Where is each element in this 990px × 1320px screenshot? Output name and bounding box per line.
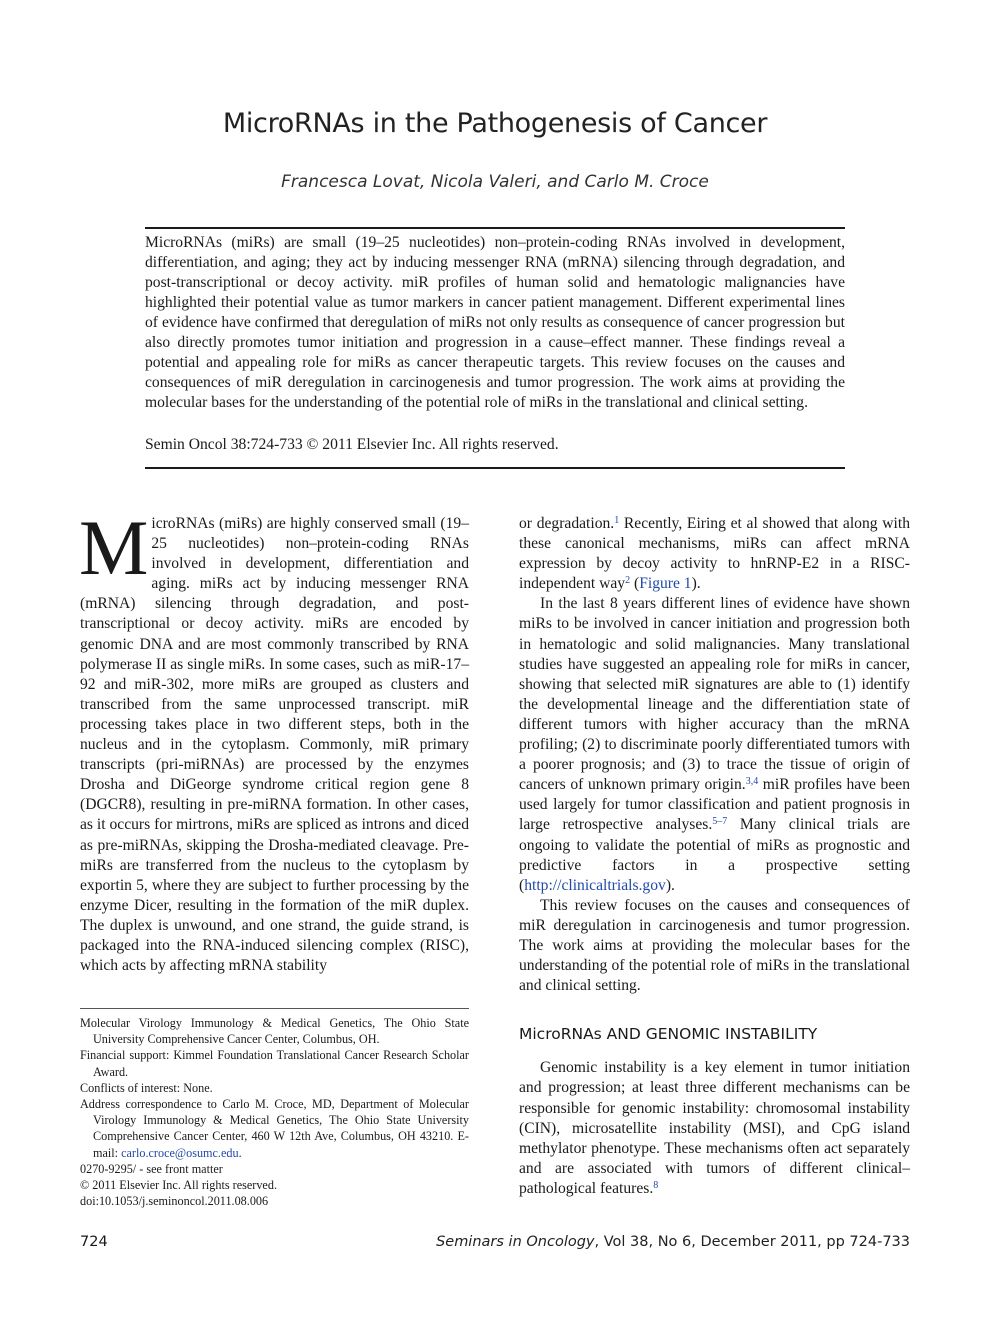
footnote-divider: [80, 1008, 469, 1009]
paragraph-2-text-d: ).: [665, 876, 675, 894]
journal-details: , Vol 38, No 6, December 2011, pp 724-733: [594, 1234, 910, 1250]
reference-2-link[interactable]: 2: [625, 575, 631, 587]
clinicaltrials-link[interactable]: http://clinicaltrials.gov: [524, 876, 666, 894]
body-paragraph-4: [519, 1058, 910, 1199]
body-paragraph-1: [79, 504, 469, 976]
body-paragraph-1-continued: [519, 514, 910, 594]
footnote-issn: 0270-9295/ - see front matter: [80, 1161, 223, 1176]
footnote-conflicts: Conflicts of interest: None.: [80, 1080, 213, 1095]
body-paragraph-2: [519, 594, 910, 895]
footnote-address: [80, 1096, 469, 1161]
journal-citation: [436, 1234, 910, 1250]
paragraph-1-cont-text-b: Recently, Eiring et al showed that along with these canonical mechanisms, miRs can affect mRNA expression by decoy activity to hnRNP-E2 in a RISC-independent way: [519, 515, 910, 593]
paragraph-1-text: icroRNAs (miRs) are highly conserved small (19–25 nucleotides) non–protein-coding RNAs involved in development, differentiation and aging. miRs act by inducing messenger RNA (mRNA) silencing through degradation, and post-transcriptional or decoy activity. miRs are encoded by genomic DNA and are most commonly transcribed by RNA polymerase II as single miRs. In some cases, such as miR-17–92 and miR-302, more miRs are grouped as clusters and transcribed from the same unprocessed transcript. miR processing takes place in two different steps, both in the nucleus and in the cytoplasm. Commonly, miR primary transcripts (pri-miRNAs) are processed by the enzymes Drosha and DiGeorge syndrome critical region gene 8 (DGCR8), resulting in pre-miRNA formation. In other cases, as it occurs for mirtrons, miRs are spliced as introns and diced as pre-miRNAs, skipping the Drosha-mediated cleavage. Pre-miRs are transferred from the nucleus to the cytoplasm by exportin 5, where they are subject to further processing by the enzyme Dicer, resulting in the formation of the miR duplex. The duplex is unwound, and one strand, the guide strand, is packaged into the RNA-induced silencing complex (RISC), which acts by affecting mRNA stability: [80, 515, 469, 975]
body-column-left: [79, 504, 469, 976]
article-title: MicroRNAs in the Pathogenesis of Cancer: [222, 108, 768, 139]
section-heading: MicroRNAs AND GENOMIC INSTABILITY: [519, 1025, 818, 1044]
footnote-copyright: © 2011 Elsevier Inc. All rights reserved.: [80, 1178, 277, 1193]
article-authors: Francesca Lovat, Nicola Valeri, and Carlo M. Croce: [281, 172, 709, 192]
paragraph-1-cont-text: or degradation.: [519, 515, 615, 532]
footnote-financial-support: Financial support: Kimmel Foundation Translational Cancer Research Scholar Award.: [80, 1048, 469, 1079]
paragraph-2-text-a: In the last 8 years different lines of evidence have shown miRs to be involved in cancer initiation and progression both in hematologic and solid malignancies. Many translational studies have suggested an appealing role for miRs in cancer, showing that selected miR signatures are able to (1) identify the developmental lineage and the differentiation state of different tumors with higher accuracy than the mRNA profiling; (2) to discriminate poorly differentiated tumors with a poorer prognosis; and (3) to trace the tissue of origin of cancers of unknown primary origin.: [519, 595, 910, 794]
figure-1-link[interactable]: Figure 1: [639, 575, 692, 593]
paragraph-1-cont-text-d: ).: [691, 575, 701, 593]
footnote-address-text: Address correspondence to Carlo M. Croce, MD, Department of Molecular Virology Immunology & Medical Genetics, The Ohio State University Comprehensive Cancer Center, 460 W 12th Ave, Columbus, OH 43210. E-mail:: [80, 1097, 469, 1160]
footnote-affiliation: Molecular Virology Immunology & Medical Genetics, The Ohio State University Comprehensive Cancer Center, Columbus, OH.: [80, 1016, 469, 1047]
drop-cap: M: [79, 504, 149, 591]
abstract-top-rule: [145, 227, 845, 229]
paragraph-2-text-c: Many clinical trials are ongoing to validate the potential of miRs as prognostic and predictive factors in a prospective setting (: [519, 816, 910, 894]
paragraph-4-text: Genomic instability is a key element in tumor initiation and progression; at least three different mechanisms can be responsible for genomic instability: chromosomal instability (CIN), microsatellite instability (MSI), and CpG island methylator phenotype. These mechanisms often act separately and are associated with tumors of different clinical–pathological features.: [519, 1059, 910, 1197]
footnotes: [80, 1015, 469, 1209]
abstract-citation: Semin Oncol 38:724-733 © 2011 Elsevier Inc. All rights reserved.: [145, 436, 559, 453]
reference-1-link[interactable]: 1: [614, 515, 620, 526]
paragraph-1-cont-text-c: (: [630, 575, 640, 593]
footnote-doi: doi:10.1053/j.seminoncol.2011.08.006: [80, 1194, 269, 1209]
page-number: 724: [80, 1234, 108, 1250]
abstract-bottom-rule: [145, 467, 845, 469]
journal-name: Seminars in Oncology: [436, 1234, 595, 1250]
abstract-text: MicroRNAs (miRs) are small (19–25 nucleotides) non–protein-coding RNAs involved in development, differentiation, and aging; they act by inducing messenger RNA (mRNA) silencing through degradation, and post-transcriptional or decoy activity. miR profiles of human solid and hematologic malignancies have highlighted their potential value as tumor markers in cancer patient management. Different experimental lines of evidence have confirmed that deregulation of miRs not only results as consequence of cancer progression but also directly promotes tumor initiation and progression in a cause–effect manner. These findings reveal a potential and appealing role for miRs as cancer therapeutic targets. This review focuses on the causes and consequences of miR deregulation in carcinogenesis and tumor progression. The work aims at providing the molecular bases for the understanding of the potential role of miRs in the translational and clinical setting.: [145, 234, 845, 411]
paragraph-2-text-b: miR profiles have been used largely for tumor classification and patient prognosis in large retrospective analyses.: [519, 776, 910, 834]
body-column-right: [519, 514, 910, 1199]
reference-5-7-link[interactable]: 5–7: [712, 816, 728, 828]
footnote-address-end: .: [238, 1145, 242, 1160]
email-link[interactable]: carlo.croce@osumc.edu: [121, 1145, 239, 1160]
reference-8-link[interactable]: 8: [653, 1179, 659, 1191]
body-paragraph-3: This review focuses on the causes and consequences of miR deregulation in carcinogenesis and tumor progression. The work aims at providing the molecular bases for the understanding of the potential role of miRs in the translational and clinical setting.: [519, 896, 910, 995]
reference-3-4-link[interactable]: 3,4: [745, 776, 759, 788]
